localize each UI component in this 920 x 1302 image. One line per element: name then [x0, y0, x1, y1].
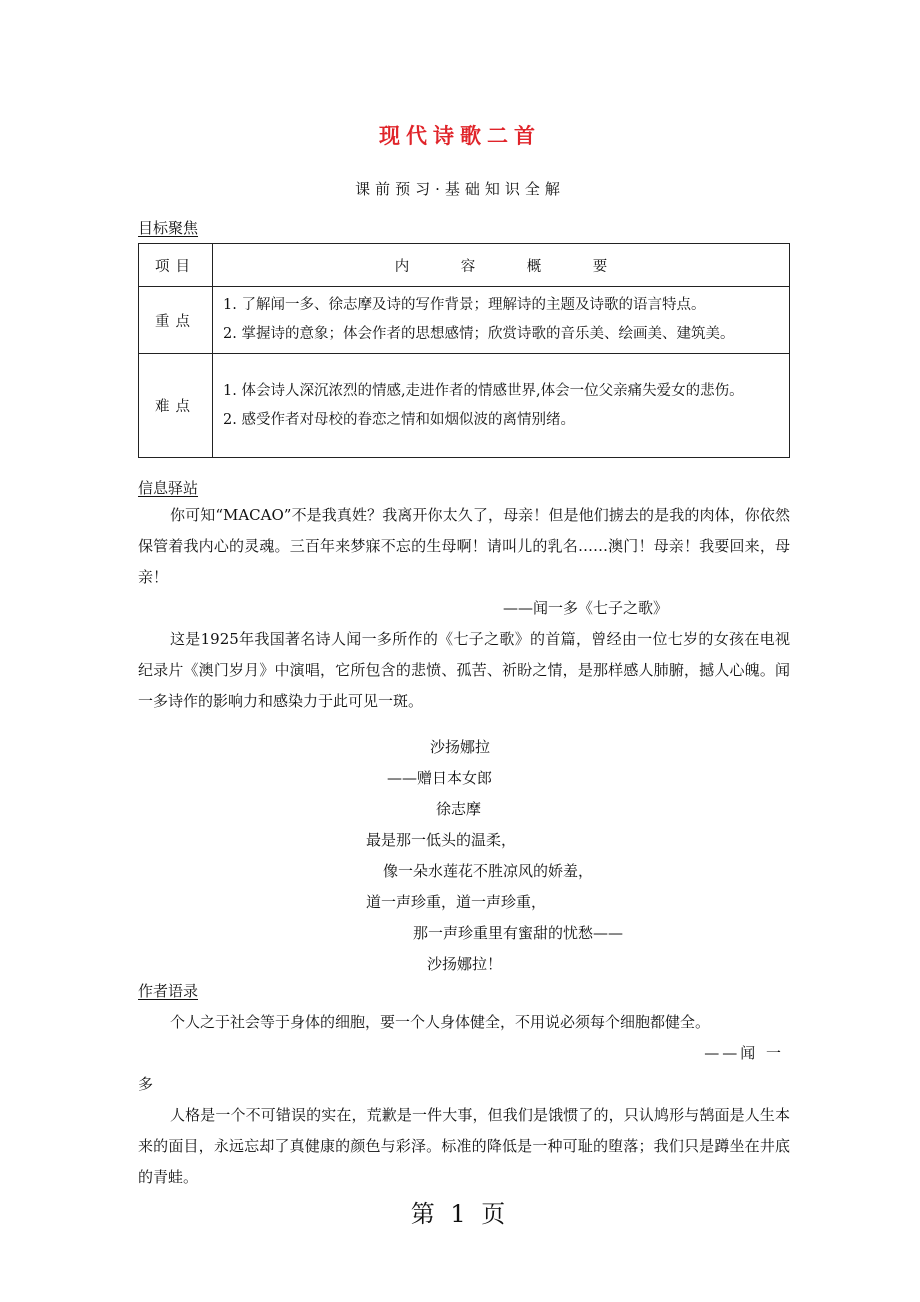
- author-quote: 个人之于社会等于身体的细胞，要一个人身体健全，不用说必须每个细胞都健全。: [170, 1013, 711, 1031]
- row-content: 1. 体会诗人深沉浓烈的情感,走进作者的情感世界,体会一位父亲痛失爱女的悲伤。 2. 感受作者对母校的眷恋之情和如烟似波的离情别绪。: [213, 354, 790, 458]
- poem-line: 道一声珍重，道一声珍重，: [366, 893, 547, 911]
- author-quotes-heading: 作者语录: [138, 982, 199, 1000]
- author-quote: 人格是一个不可错误的实在，荒歉是一件大事，但我们是饿惯了的，只认鸠形与鹄面是人生本来的面目，永远忘却了真健康的颜色与彩泽。标准的降低是一种可耻的堕落；我们只是蹲坐在井底的青蛙。: [138, 1106, 790, 1186]
- info-paragraph: 这是1925年我国著名诗人闻一多所作的《七子之歌》的首篇，曾经由一位七岁的女孩在电视纪录片《澳门岁月》中演唱，它所包含的悲愤、孤苦、祈盼之情，是那样感人肺腑，撼人心魄。闻一多诗作的影响力和感染力于此可见一斑。: [138, 630, 790, 710]
- header-item: 项目: [139, 244, 213, 287]
- poem-subtitle: ——赠日本女郎: [387, 769, 493, 787]
- poem-line: 沙扬娜拉！: [427, 955, 503, 973]
- goals-row-key-points: [139, 287, 790, 354]
- info-quote: 你可知“MACAO”不是我真姓？我离开你太久了，母亲！但是他们掳去的是我的肉体，你依然保管着我内心的灵魂。三百年来梦寐不忘的生母啊！请叫儿的乳名……澳门！母亲！我要回来，母亲！: [138, 506, 790, 586]
- poem-line: 像一朵水莲花不胜凉风的娇羞，: [383, 862, 594, 880]
- row-label: 重点: [139, 287, 213, 354]
- page-title: 现代诗歌二首: [379, 124, 541, 148]
- poem-title: 沙扬娜拉: [429, 738, 490, 756]
- poem-line: 那一声珍重里有蜜甜的忧愁——: [413, 924, 624, 942]
- author-quote-attribution-wrap: 多: [138, 1075, 154, 1093]
- header-content: 内 容 概 要: [213, 244, 790, 287]
- section-subtitle: 课前预习·基础知识全解: [355, 180, 565, 198]
- info-attribution: ——闻一多《七子之歌》: [502, 599, 668, 617]
- poem-line: 最是那一低头的温柔，: [366, 831, 517, 849]
- page-number: 第 1 页: [410, 1200, 510, 1228]
- row-label: 难点: [139, 354, 213, 458]
- poem-author: 徐志摩: [436, 800, 482, 818]
- goals-header-row: [139, 244, 790, 287]
- info-heading: 信息驿站: [138, 479, 199, 497]
- goals-heading: 目标聚焦: [138, 219, 199, 237]
- goals-row-difficulties: [139, 354, 790, 458]
- row-content: 1. 了解闻一多、徐志摩及诗的写作背景；理解诗的主题及诗歌的语言特点。 2. 掌握诗的意象；体会作者的思想感情；欣赏诗歌的音乐美、绘画美、建筑美。: [213, 287, 790, 354]
- goals-table: [138, 243, 790, 458]
- author-quote-attribution: ——闻 一: [704, 1044, 784, 1062]
